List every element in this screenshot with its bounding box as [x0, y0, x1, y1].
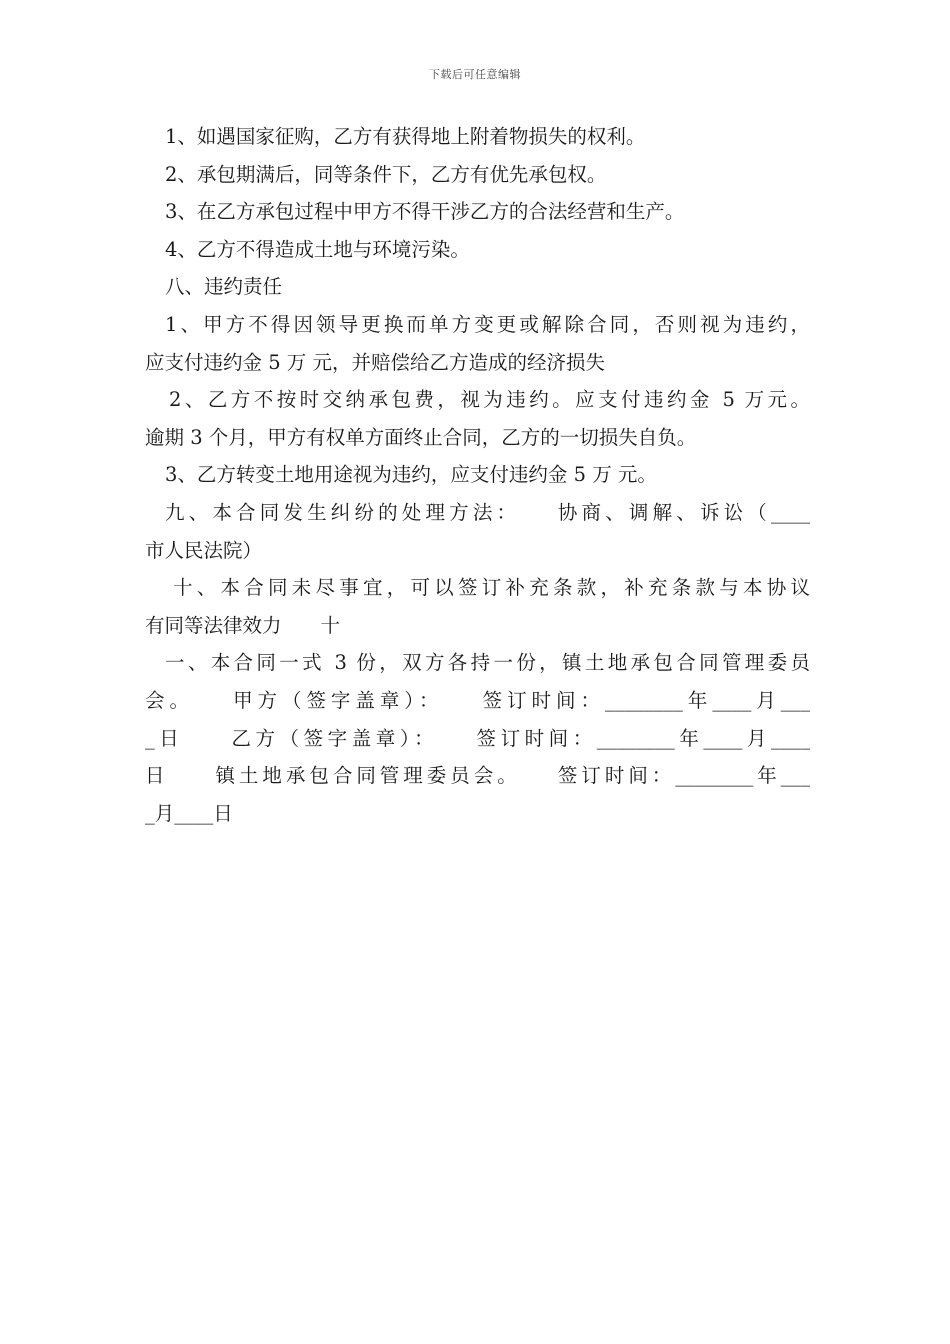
breach-clause-3: 3、乙方转变土地用途视为违约，应支付违约金 5 万 元。 [165, 463, 657, 487]
clause-2: 2、承包期满后，同等条件下，乙方有优先承包权。 [165, 162, 607, 186]
signature-line-3: 日 镇土地承包合同管理委员会。 签订时间：________年___ [145, 764, 810, 788]
signature-line-4: _月____日 [145, 801, 233, 825]
section-heading-breach: 八、违约责任 [165, 275, 283, 299]
clause-4: 4、乙方不得造成土地与环境污染。 [165, 237, 470, 261]
section-supplement-line-1: 十、本合同未尽事宜，可以签订补充条款，补充条款与本协议 [173, 576, 810, 600]
signature-line-1: 会。 甲方（签字盖章）： 签订时间：________年____月___ [145, 688, 810, 712]
signature-line-2: _日 乙方（签字盖章）： 签订时间：________年____月____ [145, 726, 810, 750]
breach-clause-1-line-1: 1、甲方不得因领导更换而单方变更或解除合同，否则视为违约， [165, 312, 810, 336]
clause-3: 3、在乙方承包过程中甲方不得干涉乙方的合法经营和生产。 [165, 200, 685, 224]
section-copies-line-1: 一、本合同一式 3 份，双方各持一份，镇土地承包合同管理委员 [165, 651, 810, 675]
section-dispute-line-2: 市人民法院） [145, 538, 263, 562]
section-dispute-line-1: 九、本合同发生纠纷的处理方法： 协商、调解、诉讼（____ [165, 500, 810, 524]
document-body [145, 118, 810, 832]
breach-clause-1-line-2: 应支付违约金 5 万 元，并赔偿给乙方造成的经济损失 [145, 350, 606, 374]
clause-1: 1、如遇国家征购，乙方有获得地上附着物损失的权利。 [165, 125, 646, 148]
section-supplement-line-2: 有同等法律效力 十 [145, 613, 341, 637]
breach-clause-2-line-1: 2、乙方不按时交纳承包费，视为违约。应支付违约金 5 万元。 [169, 388, 810, 412]
page-header-note: 下载后可任意编辑 [429, 68, 521, 81]
breach-clause-2-line-2: 逾期 3 个月，甲方有权单方面终止合同，乙方的一切损失自负。 [145, 425, 697, 449]
